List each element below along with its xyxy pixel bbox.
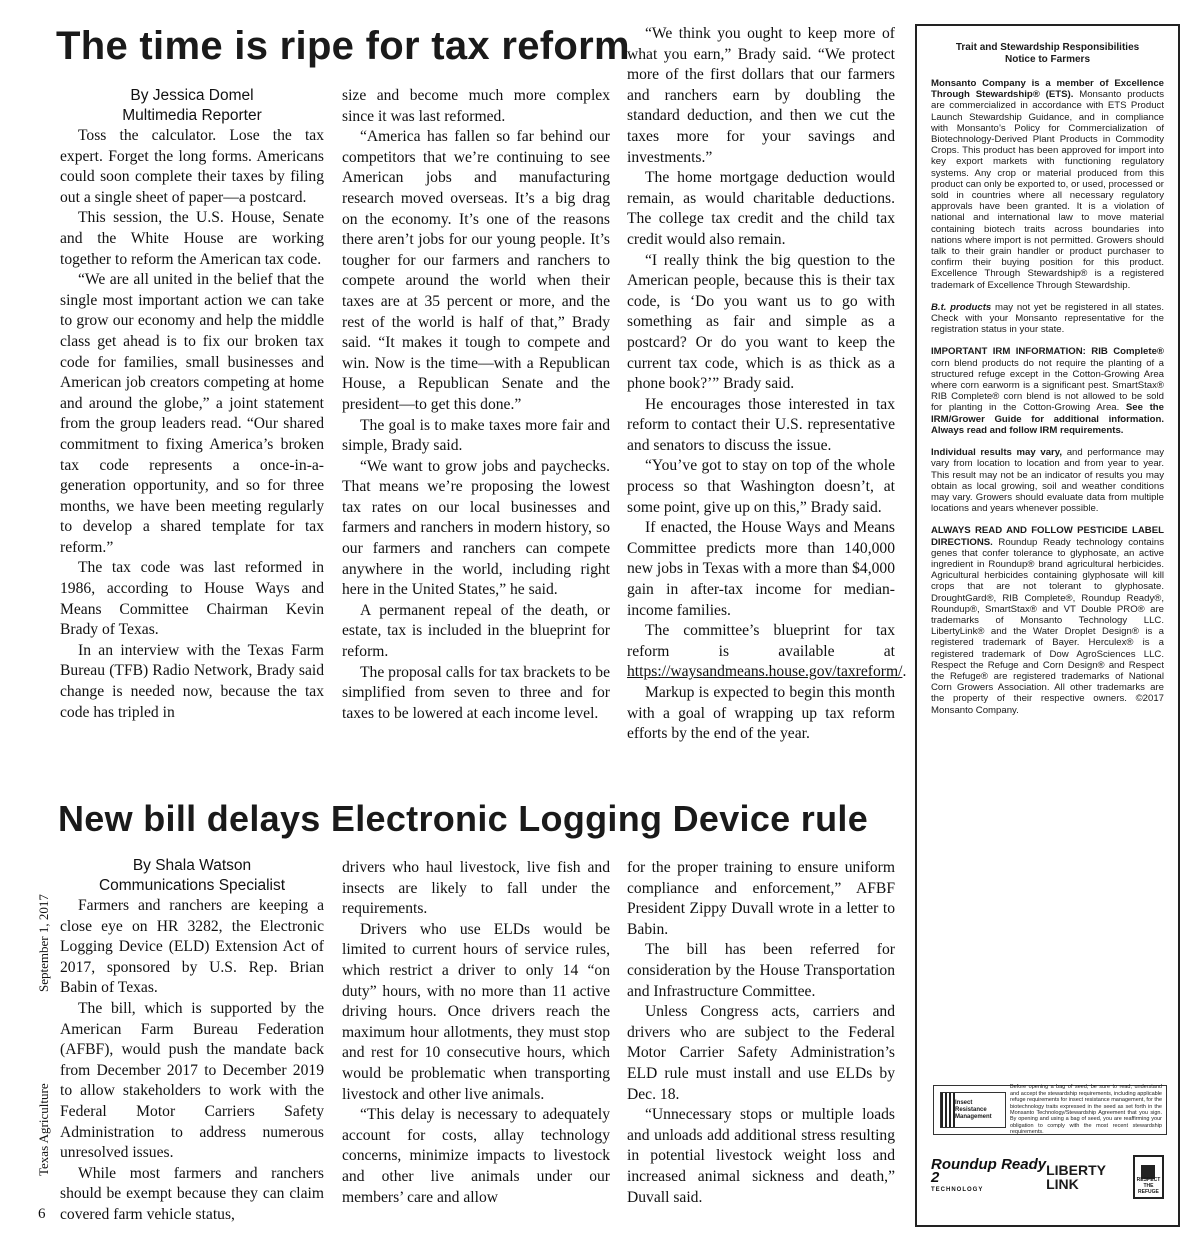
ad-paragraph xyxy=(931,346,1164,436)
paragraph: “We are all united in the belief that the single most important action we can take to grow our economy and help the middle class get ahead is to fix our broken tax code for families, small businesses and American job creators competing at home and around the globe,” a joint statement from the group leaders read. “Our shared commitment to fixing America’s broken tax code represents a once-in-a-generation opportunity, and so for three months, we have been meeting regularly to develop a shared template for tax reform.” xyxy=(60,271,324,556)
ad-text: Monsanto products are commercialized in accordance with ETS Product Launch Stewardship Guidance, and in compliance with Monsanto’s Policy for Commercialization of Biotechnology-Derived Plant Products in Commodity Crops. This product has been approved for import into key export markets with functioning regulatory systems. Any crop or material produced from this product can only be exported to, or used, processed or sold in countries where all necessary regulatory approvals have been granted. It is a violation of national and international law to move material containing biotech traits across boundaries into nations where import is not permitted. Growers should talk to their grain handler or product purchaser to confirm their buying position for this product. Excellence Through Stewardship® is a registered trademark of Excellence Through Stewardship. xyxy=(931,89,1164,291)
paragraph: drivers who haul livestock, live fish and insects are likely to fall under the requirements. xyxy=(342,859,610,918)
article1-column-3 xyxy=(627,24,907,745)
paragraph-with-link xyxy=(627,621,907,683)
byline-title: Multimedia Reporter xyxy=(122,107,262,124)
irm-notice-box xyxy=(933,1085,1167,1135)
article2-column-3 xyxy=(627,858,895,1208)
paragraph: Drivers who use ELDs would be limited to current hours of service rules, which restrict a driver to only 14 “on duty” hours, with no more than 11 active driving hours. Once drivers reach the maximum hour allotments, they must stop and rest for 10 consecutive hours, which would be problematic when transporting livestock and other live animals. xyxy=(342,920,610,1103)
paragraph: A permanent repeal of the death, or estate, tax is included in the blueprint for reform. xyxy=(342,601,610,661)
paragraph: Toss the calculator. Lose the tax expert. Forget the long forms. Americans could soon complete their taxes by filing out a single sheet of paper—a postcard. xyxy=(60,127,324,206)
roundup-ready-logo xyxy=(931,1155,1047,1197)
ad-bold: IMPORTANT IRM INFORMATION: RIB Complete® xyxy=(931,346,1164,358)
folio-publication: Texas Agriculture xyxy=(36,1083,51,1176)
paragraph: While most farmers and ranchers should be exempt because they can claim covered farm vehicle status, xyxy=(60,1164,324,1223)
ad-text: and performance may vary from location to location and from year to year. This result may not be an indicator of results you may obtain as local growing, soil and weather conditions may vary. Growers should evaluate data from multiple locations and years whenever possible. xyxy=(931,447,1164,515)
article1-byline xyxy=(60,86,324,126)
ad-text: corn blend products do not require the planting of a structured refuge except in the Cotton-Growing Area where corn earworm is a significant pest. SmartStax® RIB Complete® corn blend is not allowed to be sold for planting in the Cotton-Growing Area. xyxy=(931,357,1164,414)
paragraph: “Unnecessary stops or multiple loads and unloads add additional stress resulting in potential livestock weight loss and increased animal sickness and death,” Duvall said. xyxy=(627,1106,895,1206)
roundup-logo-subtext: TECHNOLOGY xyxy=(931,1186,984,1193)
folio-date: September 1, 2017 xyxy=(36,894,51,992)
monsanto-advertisement xyxy=(915,24,1180,1227)
paragraph: The tax code was last reformed in 1986, according to House Ways and Means Committee Chairman Kevin Brady of Texas. xyxy=(60,559,324,639)
article1-headline: The time is ripe for tax reform xyxy=(56,24,630,68)
ad-bold: Monsanto Company is a member of Excellence Through Stewardship® (ETS). xyxy=(931,78,1164,101)
article2-byline xyxy=(60,856,324,896)
paragraph: size and become much more complex since it was last reformed. xyxy=(342,87,610,125)
irm-notice-text: Before opening a bag of seed, be sure to read, understand and accept the stewardship requirements, including applicable refuge requirements for insect resistance management, for the biotechnology traits expressed in the seed as set forth in the Monsanto Technology/Stewardship Agreement that you sign. By opening and using a bag of seed, you are reaffirming your obligation to comply with the most recent stewardship requirements. xyxy=(1010,1084,1162,1136)
article2-column-1 xyxy=(60,856,324,1226)
byline-name: By Jessica Domel xyxy=(130,87,254,104)
ad-bold: See the IRM/Grower Guide for additional information. Always read and follow IRM requirements. xyxy=(931,402,1164,436)
ad-paragraph xyxy=(931,525,1164,715)
ad-footer xyxy=(931,1085,1164,1215)
paragraph: The bill has been referred for consideration by the House Transportation and Infrastructure Committee. xyxy=(627,941,895,1000)
respect-the-refuge-logo: RESPECT THE REFUGE xyxy=(1133,1155,1164,1199)
ad-text: Roundup Ready technology contains genes that confer tolerance to glyphosate, an active ingredient in Roundup® brand agricultural herbicides. Agricultural herbicides containing glyphosate will kill crops that are not tolerant to glyphosate. DroughtGard®, RIB Complete®, Roundup Ready®, Roundup®, SmartStax® and VT Double PRO® are trademarks of Monsanto Technology LLC. LibertyLink® and the Water Droplet Design® is a registered trademark of Bayer. Herculex® is a registered trademark of Dow AgroSciences LLC. Respect the Refuge and Corn Design® and Respect the Refuge® are registered trademarks of National Corn Growers Association. All other trademarks are the property of their respective owners. ©2017 Monsanto Company. xyxy=(931,536,1164,716)
libertylink-logo: LIBERTY LINK xyxy=(1046,1162,1106,1192)
page-folio xyxy=(36,888,56,1228)
tax-reform-link[interactable]: https://waysandmeans.house.gov/taxreform/ xyxy=(627,663,903,681)
paragraph: “I really think the big question to the American people, because this is their tax code, is ‘Do you want us to go with something as fair and simple as a postcard? Or do you want to keep the current tax code, which is as thick as a phone book?’” Brady said. xyxy=(627,251,895,393)
folio-page-number: 6 xyxy=(38,1206,46,1222)
brand-logos xyxy=(931,1147,1164,1207)
paragraph: Unless Congress acts, carriers and drivers who are subject to the Federal Motor Carrier Safety Administration’s ELD rule must install and use ELDs by Dec. 18. xyxy=(627,1003,895,1103)
paragraph: for the proper training to ensure uniform compliance and enforcement,” AFBF President Zippy Duvall wrote in a letter to Babin. xyxy=(627,859,895,938)
ad-bold: Individual results may vary, xyxy=(931,447,1063,459)
paragraph: The home mortgage deduction would remain, as would charitable deductions. The college tax credit and the child tax credit would also remain. xyxy=(627,169,895,248)
paragraph: Markup is expected to begin this month with a goal of wrapping up tax reform efforts by the end of the year. xyxy=(627,684,895,743)
byline-title: Communications Specialist xyxy=(98,877,286,894)
roundup-logo-text: Roundup Ready 2 xyxy=(931,1155,1047,1186)
article1-column-1 xyxy=(60,86,324,723)
ad-paragraph xyxy=(931,78,1164,291)
ad-title xyxy=(931,42,1164,66)
ad-text: may not yet be registered in all states. Check with your Monsanto representative for the registration status in your state. xyxy=(931,301,1164,336)
link-suffix: . xyxy=(902,663,907,681)
ad-paragraph xyxy=(931,447,1164,514)
paragraph: Farmers and ranchers are keeping a close eye on HR 3282, the Electronic Logging Device (ELD) Extension Act of 2017, sponsored by U.S. Rep. Brian Babin of Texas. xyxy=(60,897,324,997)
paragraph: The proposal calls for tax brackets to be simplified from seven to three and for taxes to be lowered at each income level. xyxy=(342,663,610,722)
byline-name: By Shala Watson xyxy=(132,857,252,874)
paragraph-text: The committee’s blueprint for tax reform is available at xyxy=(627,622,895,660)
paragraph: The goal is to make taxes more fair and simple, Brady said. xyxy=(342,416,610,455)
article2-column-2 xyxy=(342,858,610,1208)
irm-logo: Insect Resistance Management xyxy=(940,1092,1006,1128)
article2-headline: New bill delays Electronic Logging Device rule xyxy=(58,798,869,839)
paragraph: If enacted, the House Ways and Means Committee predicts more than 140,000 new jobs in Texas with a more than $4,000 gain in after-tax income for median-income families. xyxy=(627,519,895,619)
ad-bold: ALWAYS READ AND FOLLOW PESTICIDE LABEL DIRECTIONS. xyxy=(931,525,1164,548)
ad-bold: B.t. products xyxy=(931,301,992,313)
paragraph: “America has fallen so far behind our competitors that we’re continuing to see American jobs and manufacturing research moved overseas. It’s a big drag on the economy. It’s one of the reasons there aren’t jobs for our young people. It’s tougher for our farmers and ranchers to compete around the world when their taxes are at 35 percent or more, and the rest of the world is half of that,” Brady said. “It makes it tough to compete and win. Now is the time—with a Republican House, a Republican Senate and the president—to get this done.” xyxy=(342,128,610,413)
paragraph: In an interview with the Texas Farm Bureau (TFB) Radio Network, Brady said change is needed now, because the tax code has tripled in xyxy=(60,641,324,721)
paragraph: This session, the U.S. House, Senate and the White House are working together to reform the American tax code. xyxy=(60,209,324,268)
paragraph: “We think you ought to keep more of what you earn,” Brady said. “We protect more of the first dollars that our farmers and ranchers earn by doubling the standard deduction, and then we cut the taxes more for your savings and investments.” xyxy=(627,25,895,166)
paragraph: He encourages those interested in tax reform to contact their U.S. representative and senators to discuss the issue. xyxy=(627,395,895,454)
ad-title-line-2: Notice to Farmers xyxy=(1004,54,1091,65)
paragraph: “We want to grow jobs and paychecks. That means we’re proposing the lowest tax rates on our local businesses and farmers and ranchers in modern history, so our farmers and ranchers can compete anywhere in the world, including right here in the United States,” he said. xyxy=(342,457,610,599)
ad-paragraph xyxy=(931,302,1164,336)
paragraph: “This delay is necessary to adequately account for costs, allay technology concerns, minimize impacts to livestock and other live animals under our members’ care and allow xyxy=(342,1106,610,1206)
article1-column-2 xyxy=(342,86,610,724)
paragraph: “You’ve got to stay on top of the whole process so that Washington doesn’t, at some point, give up on this,” Brady said. xyxy=(627,457,895,516)
paragraph: The bill, which is supported by the American Farm Bureau Federation (AFBF), would push the mandate back from December 2017 to December 2019 to allow stakeholders to work with the Federal Motor Carriers Safety Administration to address numerous unresolved issues. xyxy=(60,999,324,1162)
ad-title-line-1: Trait and Stewardship Responsibilities xyxy=(955,42,1140,53)
